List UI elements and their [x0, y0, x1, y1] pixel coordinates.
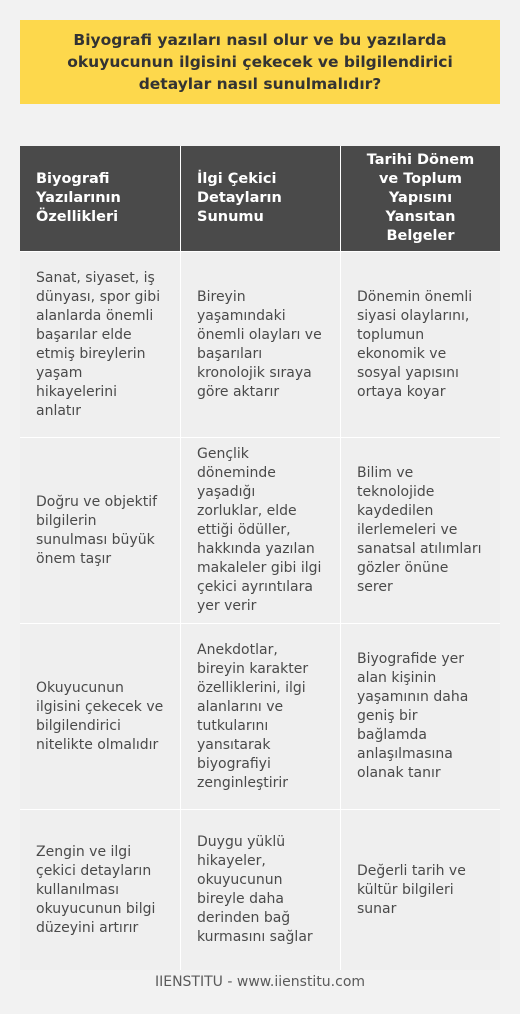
table-cell: Doğru ve objektif bilgilerin sunulması büyük önem taşır [20, 438, 180, 623]
table-cell: Sanat, siyaset, iş dünyası, spor gibi alanlarda önemli başarılar elde etmiş bireylerin yaşam hikayelerini anlatır [20, 252, 180, 437]
table-cell: Okuyucunun ilgisini çekecek ve bilgilendirici nitelikte olmalıdır [20, 624, 180, 809]
table-cell: Anekdotlar, bireyin karakter özelliklerini, ilgi alanlarını ve tutkularını yansıtarak biyografiyi zenginleştirir [180, 624, 340, 809]
table-cell: Dönemin önemli siyasi olaylarını, toplumun ekonomik ve sosyal yapısını ortaya koyar [340, 252, 500, 437]
table-cell: Zengin ve ilgi çekici detayların kullanılması okuyucunun bilgi düzeyini artırır [20, 810, 180, 970]
table-row [20, 624, 500, 810]
column-header: İlgi Çekici Detayların Sunumu [180, 146, 340, 251]
column-header: Tarihi Dönem ve Toplum Yapısını Yansıtan Belgeler [340, 146, 500, 251]
footer-credit: IIENSTITU - www.iienstitu.com [154, 974, 366, 990]
title-banner [20, 20, 500, 104]
table-cell: Biyografide yer alan kişinin yaşamının daha geniş bir bağlamda anlaşılmasına olanak tanır [340, 624, 500, 809]
table-header-row [20, 146, 500, 252]
table-row [20, 810, 500, 970]
comparison-table [20, 146, 500, 970]
table-cell: Bireyin yaşamındaki önemli olayları ve başarıları kronolojik sıraya göre aktarır [180, 252, 340, 437]
page-title: Biyografi yazıları nasıl olur ve bu yazılarda okuyucunun ilgisini çekecek ve bilgilendirici detaylar nasıl sunulmalıdır? [67, 31, 453, 93]
table-cell: Gençlik döneminde yaşadığı zorluklar, elde ettiği ödüller, hakkında yazılan makaleler gibi ilgi çekici ayrıntılara yer verir [180, 438, 340, 623]
table-cell: Duygu yüklü hikayeler, okuyucunun bireyle daha derinden bağ kurmasını sağlar [180, 810, 340, 970]
table-row [20, 438, 500, 624]
table-cell: Bilim ve teknolojide kaydedilen ilerlemeleri ve sanatsal atılımları gözler önüne serer [340, 438, 500, 623]
table-cell: Değerli tarih ve kültür bilgileri sunar [340, 810, 500, 970]
column-header: Biyografi Yazılarının Özellikleri [20, 146, 180, 251]
table-row [20, 252, 500, 438]
